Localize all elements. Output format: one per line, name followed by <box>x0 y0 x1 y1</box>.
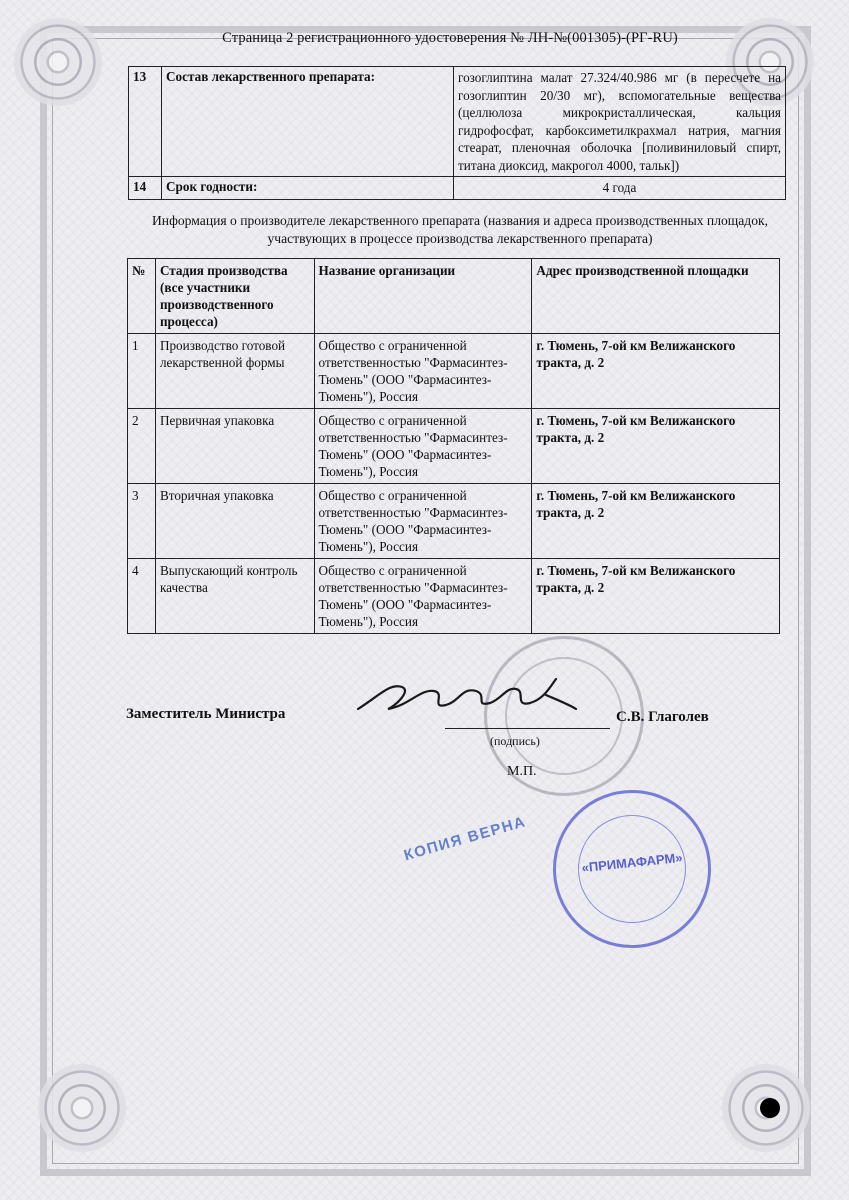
production-stage: Первичная упаковка <box>155 409 314 484</box>
row-number: 14 <box>129 177 162 200</box>
signer-position: Заместитель Министра <box>126 706 286 722</box>
page-title: Страница 2 регистрационного удостоверения № ЛН-№(001305)-(РГ-RU) <box>222 30 678 46</box>
row-number: 2 <box>128 409 156 484</box>
row-number: 13 <box>129 67 162 177</box>
row-label: Состав лекарственного препарата: <box>162 67 454 177</box>
column-header: Стадия производства (все участники производственного процесса) <box>155 259 314 334</box>
signature-icon <box>350 665 580 725</box>
composition-value: гозоглиптина малат 27.324/40.986 мг (в пересчете на гозоглиптин 20/30 мг), вспомогательные вещества (целлюлоза микрокристаллическая, кальция гидрофосфат, карбоксиметилкрахмал натрия, магния стеарат, пленочная оболочка [поливиниловый спирт, титана диоксид, макрогол 4000, тальк]) <box>454 67 786 177</box>
shelf-life-value: 4 года <box>454 177 786 200</box>
organization-name: Общество с ограниченной ответственностью "Фармасинтез-Тюмень" (ООО "Фармасинтез-Тюмень"), Россия <box>314 559 532 634</box>
company-stamp-text: «ПРИМАФАРМ» <box>580 849 684 876</box>
row-label: Срок годности: <box>162 177 454 200</box>
site-address: г. Тюмень, 7-ой км Велижанского тракта, д. 2 <box>532 334 780 409</box>
table-row <box>129 67 786 177</box>
column-header: Адрес производственной площадки <box>532 259 780 334</box>
column-header: Название организации <box>314 259 532 334</box>
row-number: 3 <box>128 484 156 559</box>
row-number: 4 <box>128 559 156 634</box>
copy-certified-stamp: КОПИЯ ВЕРНА <box>402 813 529 865</box>
signature-line <box>445 728 610 729</box>
organization-name: Общество с ограниченной ответственностью "Фармасинтез-Тюмень" (ООО "Фармасинтез-Тюмень"), Россия <box>314 334 532 409</box>
site-address: г. Тюмень, 7-ой км Велижанского тракта, д. 2 <box>532 484 780 559</box>
site-address: г. Тюмень, 7-ой км Велижанского тракта, д. 2 <box>532 409 780 484</box>
table-row <box>128 409 780 484</box>
organization-name: Общество с ограниченной ответственностью "Фармасинтез-Тюмень" (ООО "Фармасинтез-Тюмень"), Россия <box>314 409 532 484</box>
column-header: № <box>128 259 156 334</box>
table-row <box>129 177 786 200</box>
corner-rosette-icon <box>38 1064 126 1152</box>
manufacturer-table <box>127 258 780 634</box>
site-address: г. Тюмень, 7-ой км Велижанского тракта, д. 2 <box>532 559 780 634</box>
seal-caption: М.П. <box>507 764 537 779</box>
production-stage: Выпускающий контроль качества <box>155 559 314 634</box>
hole-punch-dot <box>760 1098 780 1118</box>
signature-caption: (подпись) <box>490 734 540 748</box>
row-number: 1 <box>128 334 156 409</box>
table-header-row <box>128 259 780 334</box>
company-stamp-icon <box>553 790 711 948</box>
organization-name: Общество с ограниченной ответственностью "Фармасинтез-Тюмень" (ООО "Фармасинтез-Тюмень"), Россия <box>314 484 532 559</box>
table-row <box>128 559 780 634</box>
corner-rosette-icon <box>14 18 102 106</box>
production-stage: Вторичная упаковка <box>155 484 314 559</box>
manufacturer-info-heading: Информация о производителе лекарственного препарата (названия и адреса производственных площадок, участвующих в процессе производства лекарственного препарата) <box>151 213 768 246</box>
signer-name: С.В. Глаголев <box>616 709 709 725</box>
production-stage: Производство готовой лекарственной формы <box>155 334 314 409</box>
table-row <box>128 334 780 409</box>
composition-table <box>128 66 786 200</box>
table-row <box>128 484 780 559</box>
